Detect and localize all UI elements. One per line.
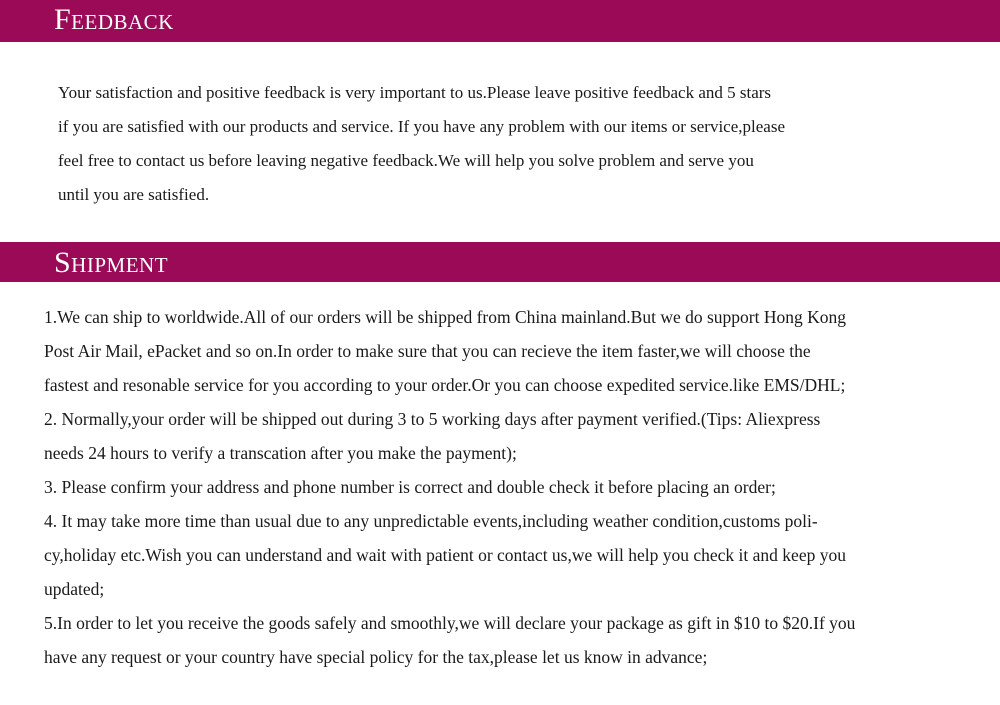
shipment-line: 4. It may take more time than usual due to any unpredictable events,including weather condition,customs poli- [44,511,818,531]
shipment-line: 5.In order to let you receive the goods safely and smoothly,we will declare your package as gift in $10 to $20.If you [44,613,856,633]
shipment-line: needs 24 hours to verify a transcation after you make the payment); [44,443,517,463]
shipment-title: Shipment [54,246,169,279]
shipment-line: 3. Please confirm your address and phone number is correct and double check it before placing an order; [44,477,776,497]
shipment-line: updated; [44,579,105,599]
shipment-line: have any request or your country have special policy for the tax,please let us know in advance; [44,647,708,667]
feedback-line: until you are satisfied. [58,185,210,204]
shipment-line: 2. Normally,your order will be shipped out during 3 to 5 working days after payment verified.(Tips: Aliexpress [44,409,821,429]
shipment-paragraph [44,300,974,674]
feedback-header-band [0,0,1000,42]
shipment-line: fastest and resonable service for you according to your order.Or you can choose expedited service.like EMS/DHL; [44,375,846,395]
shipment-line: Post Air Mail, ePacket and so on.In order to make sure that you can recieve the item faster,we will choose the [44,341,811,361]
feedback-paragraph [58,76,938,212]
feedback-line: if you are satisfied with our products and service. If you have any problem with our items or service,please [58,117,785,136]
shipment-line: 1.We can ship to worldwide.All of our orders will be shipped from China mainland.But we do support Hong Kong [44,307,847,327]
shipment-header-band [0,242,1000,282]
shipment-line: cy,holiday etc.Wish you can understand and wait with patient or contact us,we will help you check it and keep you [44,545,846,565]
feedback-line: Your satisfaction and positive feedback is very important to us.Please leave positive feedback and 5 stars [58,83,772,102]
feedback-line: feel free to contact us before leaving negative feedback.We will help you solve problem and serve you [58,151,754,170]
feedback-title: Feedback [54,3,174,36]
